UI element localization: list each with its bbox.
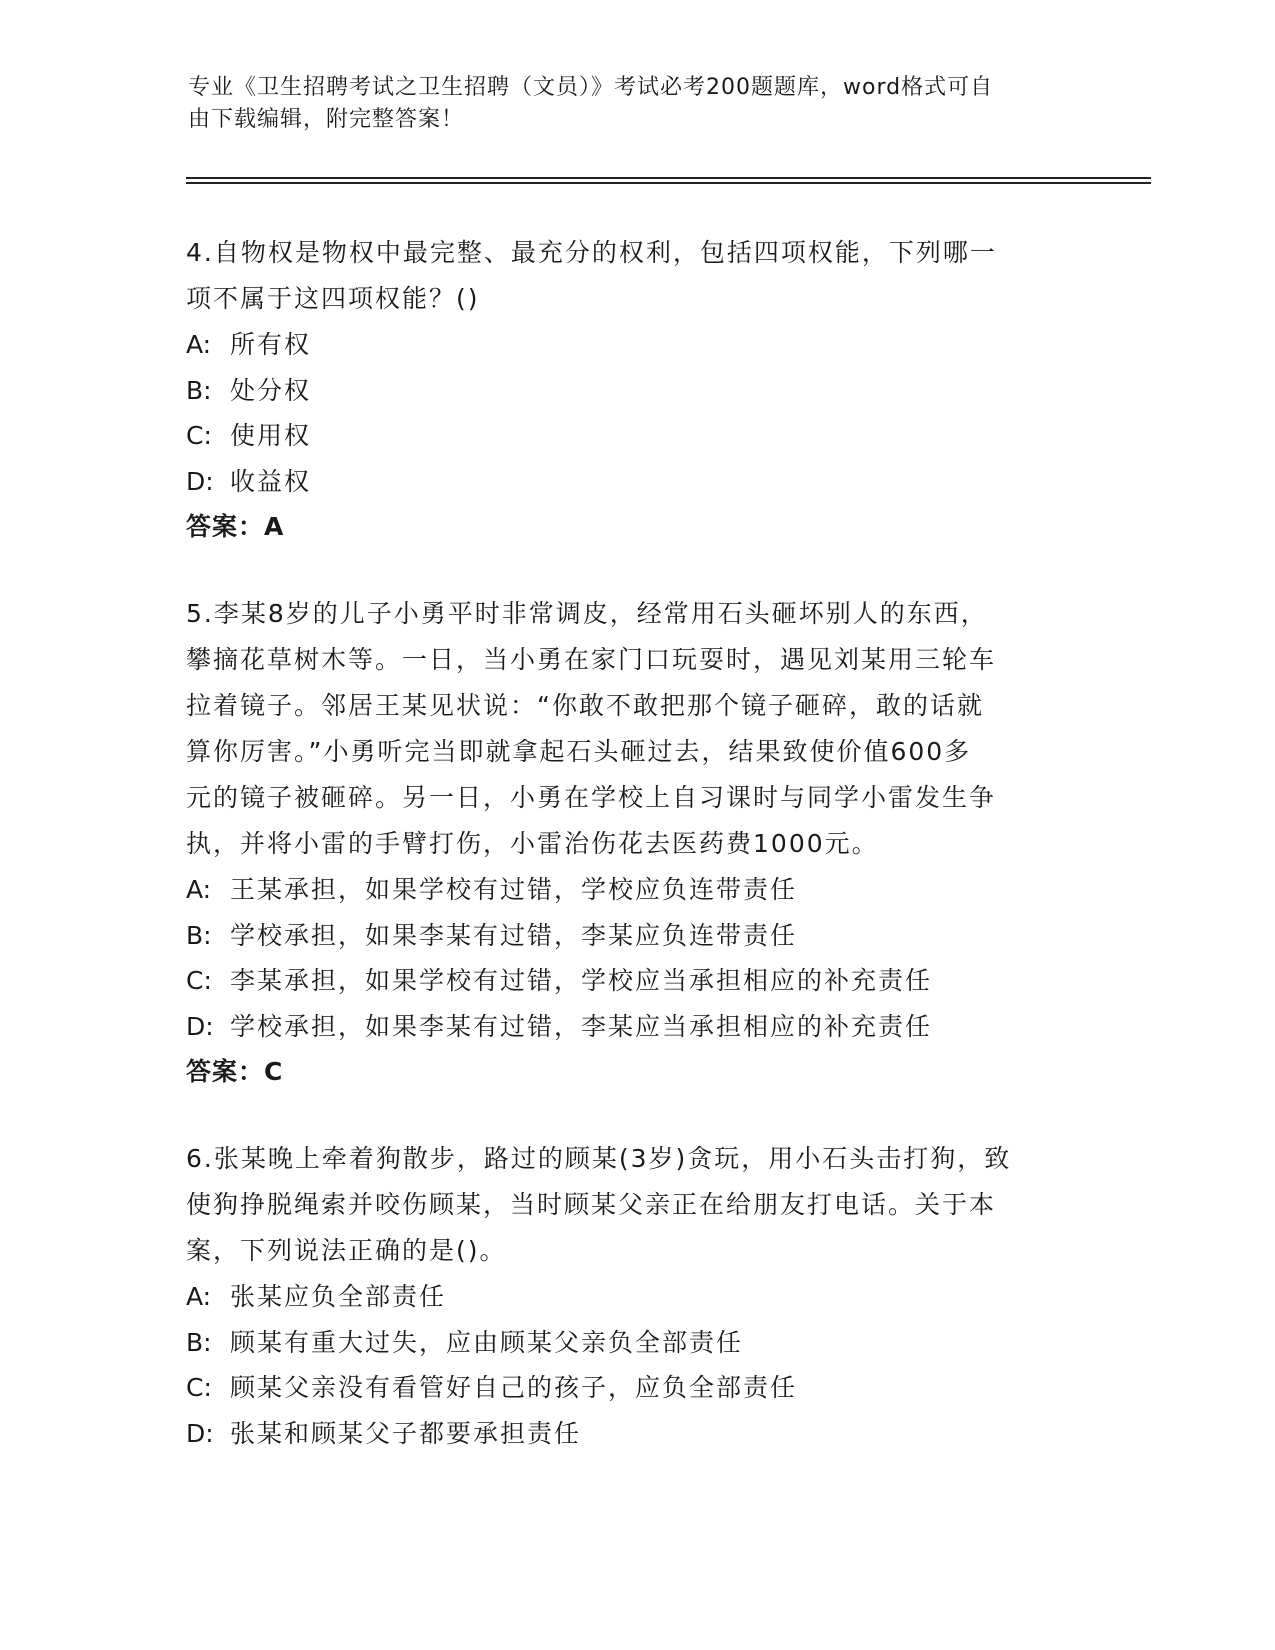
option-text: 使用权 <box>230 421 312 450</box>
header-line-2: 由下载编辑，附完整答案！ <box>188 107 465 132</box>
option-key: A: <box>186 875 212 904</box>
question-stem-line: 6.张某晚上牵着狗散步，路过的顾某(3岁)贪玩，用小石头击打狗，致 <box>186 1144 1012 1173</box>
option-text: 张某应负全部责任 <box>230 1282 447 1311</box>
option-b <box>186 368 1086 414</box>
question-4 <box>186 230 1086 550</box>
document-header <box>188 72 1068 136</box>
option-d <box>186 1411 1086 1457</box>
option-key: D: <box>186 1418 214 1448</box>
option-text: 李某承担，如果学校有过错，学校应当承担相应的补充责任 <box>230 966 933 995</box>
option-key: C: <box>186 966 212 995</box>
option-c <box>186 413 1086 459</box>
option-key: B: <box>186 1327 212 1357</box>
header-divider-bottom <box>186 182 1151 184</box>
option-b <box>186 1320 1086 1366</box>
option-text: 顾某父亲没有看管好自己的孩子，应负全部责任 <box>230 1373 798 1402</box>
option-text: 学校承担，如果李某有过错，李某应当承担相应的补充责任 <box>230 1011 933 1041</box>
question-stem-line: 攀摘花草树木等。一日，当小勇在家门口玩耍时，遇见刘某用三轮车 <box>186 645 997 674</box>
option-c <box>186 958 1086 1004</box>
question-stem-line: 元的镜子被砸碎。另一日，小勇在学校上自习课时与同学小雷发生争 <box>186 783 997 812</box>
header-line-1: 专业《卫生招聘考试之卫生招聘（文员）》考试必考200题题库，word格式可自 <box>188 75 994 100</box>
option-d <box>186 459 1086 505</box>
option-a <box>186 322 1086 368</box>
option-a <box>186 867 1086 913</box>
option-text: 处分权 <box>230 375 312 405</box>
question-5 <box>186 591 1086 1095</box>
option-key: B: <box>186 920 212 950</box>
question-stem-line: 使狗挣脱绳索并咬伤顾某，当时顾某父亲正在给朋友打电话。关于本 <box>186 1190 997 1219</box>
question-stem-line: 5.李某8岁的儿子小勇平时非常调皮，经常用石头砸坏别人的东西， <box>186 599 988 628</box>
option-c <box>186 1365 1086 1411</box>
option-key: C: <box>186 1373 212 1402</box>
answer-label: 答案：A <box>186 512 285 541</box>
option-d <box>186 1004 1086 1050</box>
question-stem-line: 拉着镜子。邻居王某见状说：“你敢不敢把那个镜子砸碎，敢的话就 <box>186 691 984 720</box>
option-text: 收益权 <box>230 466 312 496</box>
option-key: D: <box>186 466 214 496</box>
question-stem-line: 执，并将小雷的手臂打伤，小雷治伤花去医药费1000元。 <box>186 829 879 858</box>
option-a <box>186 1274 1086 1320</box>
option-key: A: <box>186 330 212 359</box>
option-key: C: <box>186 421 212 450</box>
question-6 <box>186 1136 1086 1456</box>
option-b <box>186 913 1086 959</box>
option-text: 顾某有重大过失，应由顾某父亲负全部责任 <box>230 1327 744 1357</box>
question-stem-line: 算你厉害。”小勇听完当即就拿起石头砸过去，结果致使价值600多 <box>186 737 972 766</box>
answer-label: 答案：C <box>186 1057 284 1086</box>
question-stem-line: 4.自物权是物权中最完整、最充分的权利，包括四项权能，下列哪一 <box>186 238 997 267</box>
option-text: 王某承担，如果学校有过错，学校应负连带责任 <box>230 875 798 904</box>
header-divider-top <box>186 177 1151 179</box>
option-text: 学校承担，如果李某有过错，李某应负连带责任 <box>230 920 798 950</box>
option-key: B: <box>186 375 212 405</box>
option-key: A: <box>186 1282 212 1311</box>
question-stem-line: 项不属于这四项权能？() <box>186 284 480 313</box>
option-text: 张某和顾某父子都要承担责任 <box>230 1418 582 1448</box>
option-text: 所有权 <box>230 330 312 359</box>
question-stem-line: 案，下列说法正确的是()。 <box>186 1236 507 1265</box>
option-key: D: <box>186 1011 214 1041</box>
